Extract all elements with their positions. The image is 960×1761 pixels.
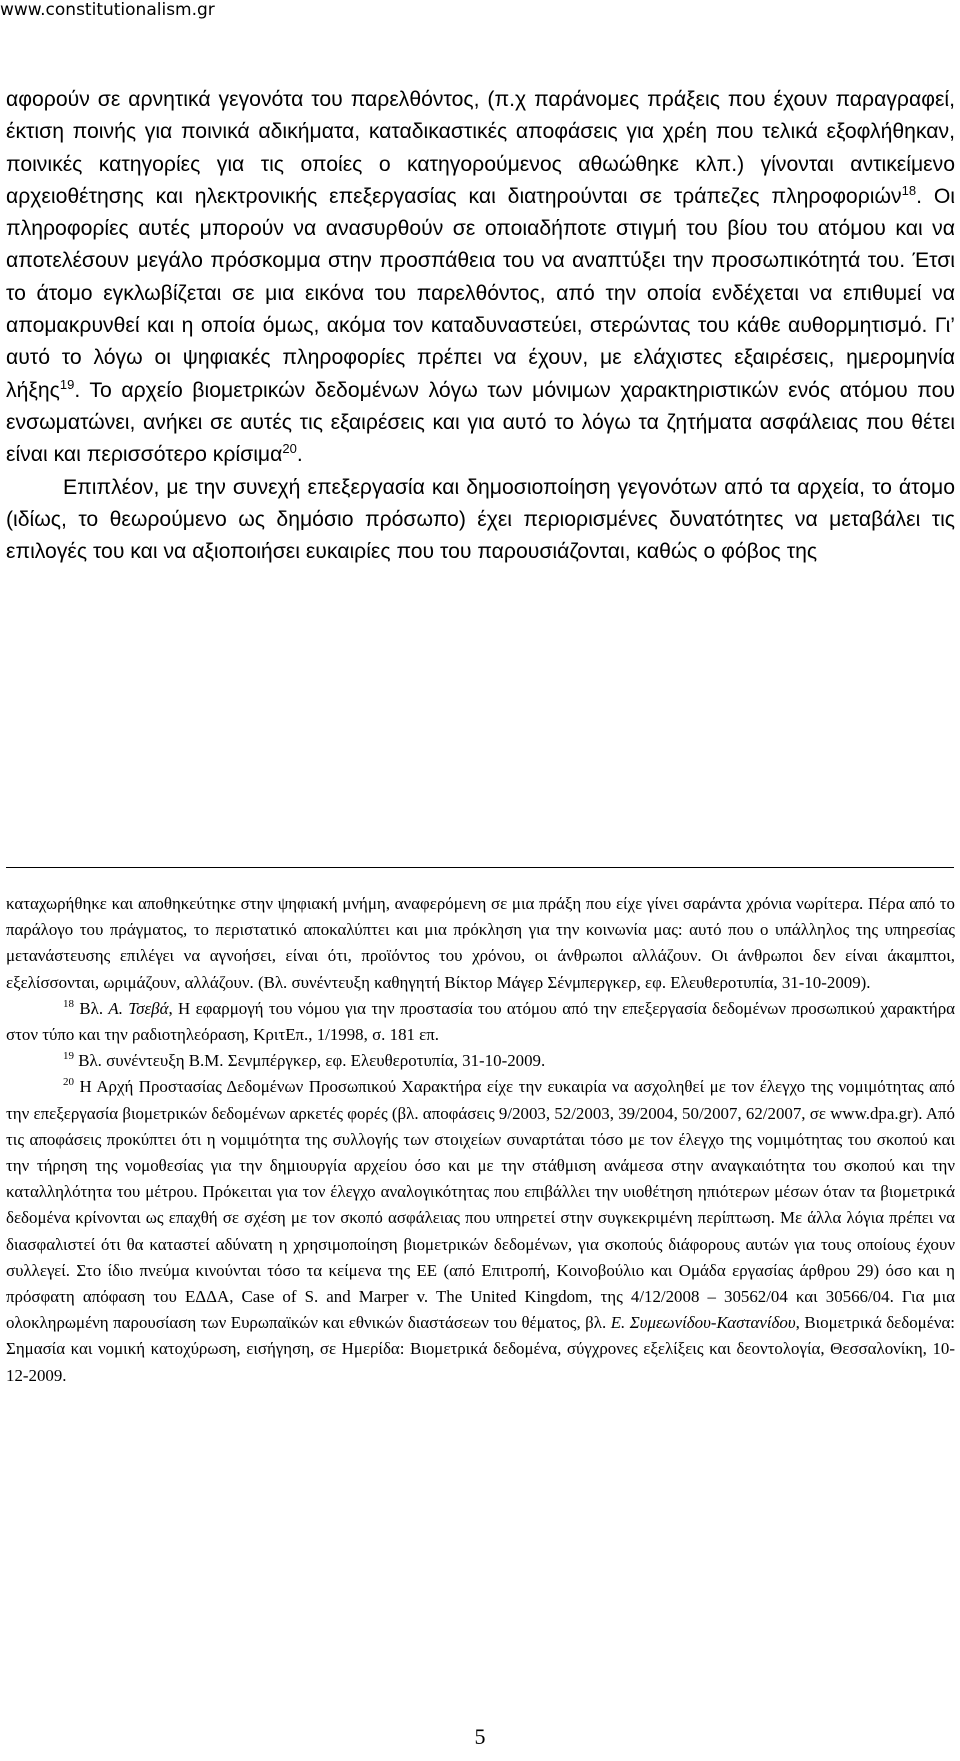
footnote-19-text: Βλ. συνέντευξη Β.Μ. Σενμπέργκερ, εφ. Ελευθεροτυπία, 31-10-2009. [74,1051,546,1071]
footnote-20-number: 20 [63,1076,74,1089]
body-text [6,84,955,568]
footnotes [6,891,955,1389]
footnote-18 [6,996,955,1048]
footnote-20-text-a: Η Αρχή Προστασίας Δεδομένων Προσωπικού Χαρακτήρα είχε την ευκαιρία να ασχοληθεί με τον έλεγχο της νομιμότητας από την επεξεργασία βιομετρικών δεδομένων αρκετές φορές (βλ. αποφάσεις 9/2003, 52/2003, 39/2004, 50/2007, 62/2007, σε www.dpa.gr). Από τις αποφάσεις προκύπτει ότι η νομιμότητα της συλλογής των στοιχείων συναρτάται τόσο με τον έλεγχο της νομιμότητας του σκοπού και την τήρηση της νομοθεσίας για την δημιουργία αρχείου όσο και με την στάθμιση ανάμεσα στην αναγκαιότητα του σκοπού και την καταλληλότητα του μέτρου. Πρόκειται για τον έλεγχο αναλογικότητας που επιβάλλει την υιοθέτηση ηπιότερων μέσων όταν τα βιομετρικά δεδομένα κρίνονται ως επαχθή σε σχέση με τον σκοπό ασφάλειας που υπηρετεί στην συγκεκριμένη περίπτωση. Με άλλα λόγια πρέπει να διασφαλιστεί ότι θα καταστεί αδύνατη η χρησιμοποίηση βιομετρικών δεδομένων, για σκοπούς διάφορους αυτών για τους οποίους έχουν συλλεγεί. Στο ίδιο πνεύμα κινούνται τόσο τα κείμενα της ΕΕ (από Επιτροπή, Κοινοβούλιο και Ομάδα εργασίας άρθρου 29) όσο και η πρόσφατη απόφαση του ΕΔΔΑ, Case of S. and Marper v. The United Kingdom, της 4/12/2008 – 30562/04 και 30566/04. Για μια ολοκληρωμένη παρουσίαση των Ευρωπαϊκών και εθνικών διαστάσεων του θέματος, βλ. [6,1077,955,1333]
header-url[interactable]: www.constitutionalism.gr [0,0,215,20]
footnote-ref-18[interactable]: 18 [901,182,917,198]
paragraph-1 [6,84,955,472]
footnote-continuation: καταχωρήθηκε και αποθηκεύτηκε στην ψηφιακή μνήμη, αναφερόμενη σε μια πράξη που είχε γίνει σαράντα χρόνια νωρίτερα. Πέρα από το παράλογο του πράγματος, το περιστατικό αποκαλύπτει και μια πρόκληση για την κοινωνία μας: αυτό που ο υπάλληλος της υπηρεσίας μετανάστευσης επιλέγει να αγνοήσει, είναι ότι, προϊόντος του χρόνου, οι άνθρωποι αλλάζουν. Οι άνθρωποι δεν είναι άκαμπτοι, εξελίσσονται, ωριμάζουν, αλλάζουν. (Βλ. συνέντευξη καθηγητή Βίκτορ Μάγερ Σένμπεργκερ, εφ. Ελευθεροτυπία, 31-10-2009). [6,894,955,992]
footnote-20-text-b: , Βιομετρικά δεδομένα: Σημασία και νομική κατοχύρωση, εισήγηση, σε Ημερίδα: Βιομετρικά δεδομένα, σύγχρονες εξελίξεις και δεοντολογία, Θεσσαλονίκη, 10-12-2009. [6,1313,955,1385]
page-number: 5 [474,1724,486,1749]
footnote-ref-20[interactable]: 20 [282,441,297,457]
footnote-19 [6,1048,955,1074]
paragraph-1-part-c: . Το αρχείο βιομετρικών δεδομένων λόγω των μόνιμων χαρακτηριστικών ενός ατόμου που ενσωματώνει, ανήκει σε αυτές τις εξαιρέσεις και για αυτό το λόγω τα ζητήματα ασφάλειας που θέτει είναι και περισσότερο κρίσιμα [6,378,955,467]
paragraph-1-part-b: . Οι πληροφορίες αυτές μπορούν να ανασυρθούν σε οποιαδήποτε στιγμή του βίου του ατόμου και να αποτελέσουν μεγάλο πρόσκομμα στην προσπάθεια του να αναπτύξει την προσωπικότητά του. Έτσι το άτομο εγκλωβίζεται σε μια εικόνα του παρελθόντος, από την οποία ενδέχεται να επιθυμεί να απομακρυνθεί και η οποία όμως, ακόμα τον καταδυναστεύει, στερώντας του κάθε αυθορμητισμό. Γι’ αυτό το λόγω οι ψηφιακές πληροφορίες πρέπει να έχουν, με ελάχιστες εξαιρέσεις, ημερομηνία λήξης [6,184,956,402]
footnote-20 [6,1074,955,1388]
footnote-19-number: 19 [63,1050,74,1063]
footnote-separator [6,867,954,868]
footnote-20-author: Ε. Συμεωνίδου-Καστανίδου [610,1313,796,1333]
paragraph-2: Επιπλέον, με την συνεχή επεξεργασία και δημοσιοποίηση γεγονότων από τα αρχεία, το άτομο (ιδίως, το θεωρούμενο ως δημόσιο πρόσωπο) έχει περιορισμένες δυνατότητες να μεταβάλει τις επιλογές του και να αξιοποιήσει ευκαιρίες που του παρουσιάζονται, καθώς ο φόβος της [6,475,955,564]
footnote-ref-19[interactable]: 19 [59,376,75,392]
footnote-18-author: Α. Τσεβά [108,998,169,1018]
footnote-18-text: , Η εφαρμογή του νόμου για την προστασία του ατόμου από την επεξεργασία δεδομένων προσωπικού χαρακτήρα στον τύπο και την ραδιοτηλεόραση, ΚριτΕπ., 1/1998, σ. 181 επ. [6,998,956,1045]
paragraph-1-part-d: . [296,443,303,467]
footnote-18-prefix: Βλ. [74,998,109,1018]
footnote-18-number: 18 [63,997,74,1010]
paragraph-1-part-a: αφορούν σε αρνητικά γεγονότα του παρελθόντος, (π.χ παράνομες πράξεις που έχουν παραγραφεί, έκτιση ποινής για ποινικά αδικήματα, καταδικαστικές αποφάσεις για χρέη που τελικά εξοφλήθηκαν, ποινικές κατηγορίες για τις οποίες ο κατηγορούμενος αθωώθηκε κλπ.) γίνονται αντικείμενο αρχειοθέτησης και ηλεκτρονικής επεξεργασίας και διατηρούνται σε τράπεζες πληροφοριών [6,88,955,208]
